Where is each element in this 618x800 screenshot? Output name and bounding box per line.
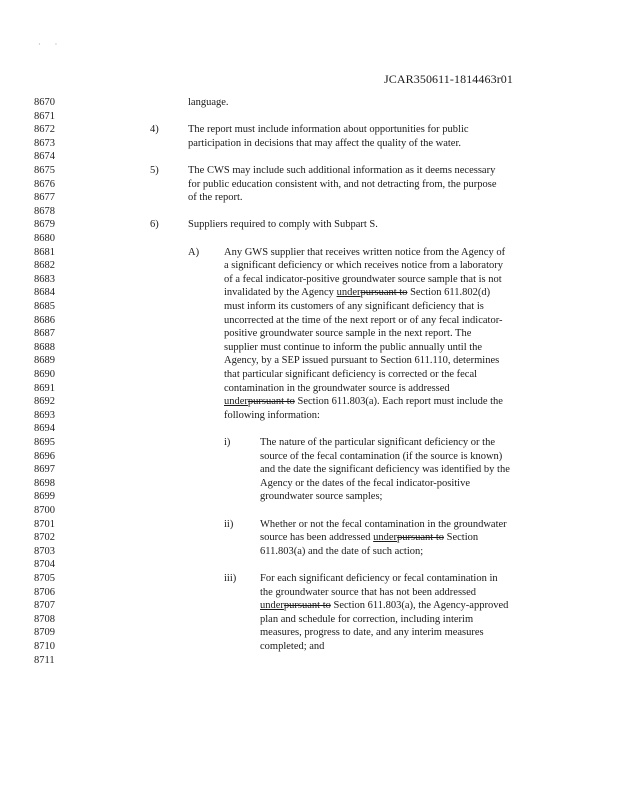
item-iii-label: iii) <box>224 573 237 584</box>
line-number: 8671 <box>34 110 55 122</box>
item-a-line: following information: <box>224 409 320 421</box>
line-number: 8675 <box>34 165 55 176</box>
deleted-text: pursuant to <box>360 287 408 299</box>
item-iii-line: plan and schedule for correction, including interim <box>260 613 474 625</box>
line-number: 8686 <box>34 314 55 326</box>
inserted-text: under <box>373 532 398 544</box>
line-number: 8699 <box>34 491 55 503</box>
line-number: 8685 <box>34 301 55 312</box>
item-iii-line: measures, progress to date, and any interim measures <box>260 627 484 639</box>
line-number: 8691 <box>34 382 55 394</box>
line-number: 8674 <box>34 151 55 163</box>
item-i-line: source of the fecal contamination (if the source is known) <box>260 450 503 462</box>
inserted-text: under <box>336 287 361 299</box>
item-a-line: supplier must continue to inform the public annually until the <box>224 341 483 353</box>
item-i-line: The nature of the particular significant deficiency or the <box>260 437 495 448</box>
item-a-line: contamination in the groundwater source is addressed <box>224 382 450 394</box>
line-number: 8680 <box>34 233 55 244</box>
item-ii-line: source has been addressed underpursuant to Section <box>260 532 479 544</box>
item-a-line: Agency, by a SEP issued pursuant to Section 611.110, determines <box>224 355 500 367</box>
line-number: 8678 <box>34 205 55 217</box>
inserted-text: under <box>224 396 248 408</box>
line-number: 8698 <box>34 477 55 489</box>
item-a-line: invalidated by the Agency underpursuant to Section 611.802(d) <box>224 287 491 299</box>
intro-line: language. <box>188 97 229 108</box>
line-number: 8687 <box>34 328 55 340</box>
line-number: 8706 <box>34 586 55 598</box>
item-5-line: for public education consistent with, and not detracting from, the purpose <box>188 178 497 190</box>
line-number: 8704 <box>34 559 55 571</box>
deleted-text: pursuant to <box>247 396 295 408</box>
item-a-line: that particular significant deficiency is corrected or the fecal <box>224 369 478 380</box>
line-number: 8693 <box>34 409 55 421</box>
line-number: 8707 <box>34 600 55 612</box>
item-i-line: Agency or the dates of the fecal indicator-positive <box>260 477 470 489</box>
item-a-label: A) <box>188 246 200 258</box>
item-iii-line: the groundwater source that has not been addressed <box>260 586 477 598</box>
item-a-line: Any GWS supplier that receives written notice from the Agency of <box>224 246 506 258</box>
line-number: 8690 <box>34 369 55 380</box>
line-number: 8702 <box>34 532 55 544</box>
item-a-line: underpursuant to Section 611.803(a). Each report must include the <box>224 396 503 408</box>
item-ii-label: ii) <box>224 518 234 530</box>
item-iii-line: completed; and <box>260 641 325 652</box>
line-number: 8681 <box>34 246 55 258</box>
line-number: 8709 <box>34 627 55 639</box>
line-number: 8694 <box>34 423 55 435</box>
item-iii-line: For each significant deficiency or fecal contamination in <box>260 573 498 584</box>
item-i-line: groundwater source samples; <box>260 491 383 503</box>
line-number: 8688 <box>34 341 55 353</box>
item-4-label: 4) <box>150 124 159 136</box>
item-a-line: must inform its customers of any significant deficiency that is <box>224 301 484 312</box>
line-number: 8695 <box>34 437 55 448</box>
line-number: 8710 <box>34 641 55 652</box>
inserted-text: under <box>260 600 284 612</box>
line-number: 8684 <box>34 287 55 299</box>
item-i-line: and the date the significant deficiency was identified by the <box>260 464 510 476</box>
deleted-text: pursuant to <box>397 532 444 544</box>
item-4-line: The report must include information about opportunities for public <box>188 124 469 136</box>
line-number: 8692 <box>34 396 55 408</box>
line-number: 8683 <box>34 273 55 285</box>
line-number: 8670 <box>34 97 55 108</box>
item-i-label: i) <box>224 437 231 448</box>
deleted-text: pursuant to <box>283 600 331 612</box>
line-number: 8701 <box>34 518 55 530</box>
line-number: 8711 <box>34 654 55 666</box>
line-number: 8672 <box>34 124 55 136</box>
scan-specks: · · <box>38 40 58 49</box>
line-number: 8700 <box>34 505 55 516</box>
line-number: 8689 <box>34 355 55 367</box>
line-number: 8682 <box>34 260 55 272</box>
item-5-line: The CWS may include such additional information as it deems necessary <box>188 165 496 176</box>
item-6-line: Suppliers required to comply with Subpart S. <box>188 219 378 231</box>
line-number: 8697 <box>34 464 55 476</box>
line-number: 8673 <box>34 137 55 149</box>
document-id-header: JCAR350611-1814463r01 <box>384 72 513 86</box>
item-6-label: 6) <box>150 219 159 231</box>
line-number: 8708 <box>34 613 55 625</box>
item-a-line: positive groundwater source sample in the next report. The <box>224 328 472 340</box>
line-number: 8679 <box>34 219 55 231</box>
item-iii-line: underpursuant to Section 611.803(a), the Agency-approved <box>260 600 509 612</box>
line-number: 8705 <box>34 573 55 584</box>
item-a-line: a significant deficiency or which receives notice from a laboratory <box>224 260 504 272</box>
item-a-line: uncorrected at the time of the next report or of any fecal indicator- <box>224 314 503 326</box>
item-5-label: 5) <box>150 165 159 176</box>
item-4-line: participation in decisions that may affect the quality of the water. <box>188 137 462 149</box>
line-number: 8676 <box>34 178 55 190</box>
line-number: 8677 <box>34 192 55 204</box>
line-number: 8696 <box>34 450 55 462</box>
item-ii-line: Whether or not the fecal contamination in the groundwater <box>260 518 507 530</box>
item-a-line: of a fecal indicator-positive groundwater source sample that is not <box>224 273 502 285</box>
item-ii-line: 611.803(a) and the date of such action; <box>260 545 424 557</box>
item-5-line: of the report. <box>188 192 243 204</box>
line-number: 8703 <box>34 545 55 557</box>
